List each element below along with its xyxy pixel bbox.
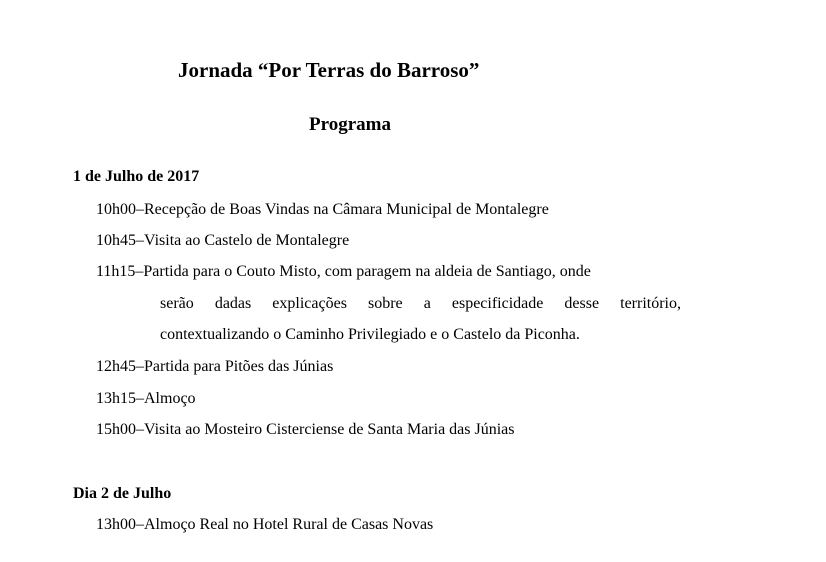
entry-text: Almoço [144, 390, 196, 407]
entry-text: Visita ao Castelo de Montalegre [144, 232, 350, 249]
schedule-entry [96, 515, 696, 535]
document-subtitle: Programa [309, 114, 391, 135]
entry-continuation: serão dadas explicações sobre a especificidade desse território, [160, 295, 681, 312]
entry-separator: – [135, 263, 144, 280]
entry-separator: – [136, 232, 144, 249]
entry-time: 10h45 [96, 232, 136, 249]
entry-time: 13h15 [96, 390, 136, 407]
entry-time: 12h45 [96, 358, 136, 375]
entry-separator: – [136, 390, 144, 407]
schedule-entry [96, 420, 696, 440]
day-heading: 1 de Julho de 2017 [73, 168, 200, 185]
entry-time: 11h15 [96, 263, 136, 280]
entry-text: Visita ao Mosteiro Cisterciense de Santa Maria das Júnias [144, 421, 515, 438]
schedule-entry [96, 231, 696, 251]
entry-time: 13h00 [96, 516, 136, 533]
schedule-entry [96, 200, 696, 220]
entry-text: Recepção de Boas Vindas na Câmara Municipal de Montalegre [144, 201, 549, 218]
entry-continuation: contextualizando o Caminho Privilegiado e o Castelo da Piconha. [160, 326, 580, 343]
entry-time: 10h00 [96, 201, 136, 218]
entry-time: 15h00 [96, 421, 136, 438]
entry-separator: – [136, 421, 144, 438]
document-title: Jornada “Por Terras do Barroso” [178, 58, 480, 82]
entry-separator: – [136, 516, 144, 533]
entry-text: Partida para Pitões das Júnias [144, 358, 334, 375]
entry-text: Almoço Real no Hotel Rural de Casas Novas [144, 516, 434, 533]
entry-separator: – [136, 201, 144, 218]
schedule-entry [96, 357, 696, 377]
entry-text: Partida para o Couto Misto, com paragem na aldeia de Santiago, onde [143, 263, 591, 280]
schedule-entry [96, 389, 696, 409]
day-heading: Dia 2 de Julho [73, 485, 172, 502]
entry-separator: – [136, 358, 144, 375]
schedule-entry [96, 262, 696, 282]
